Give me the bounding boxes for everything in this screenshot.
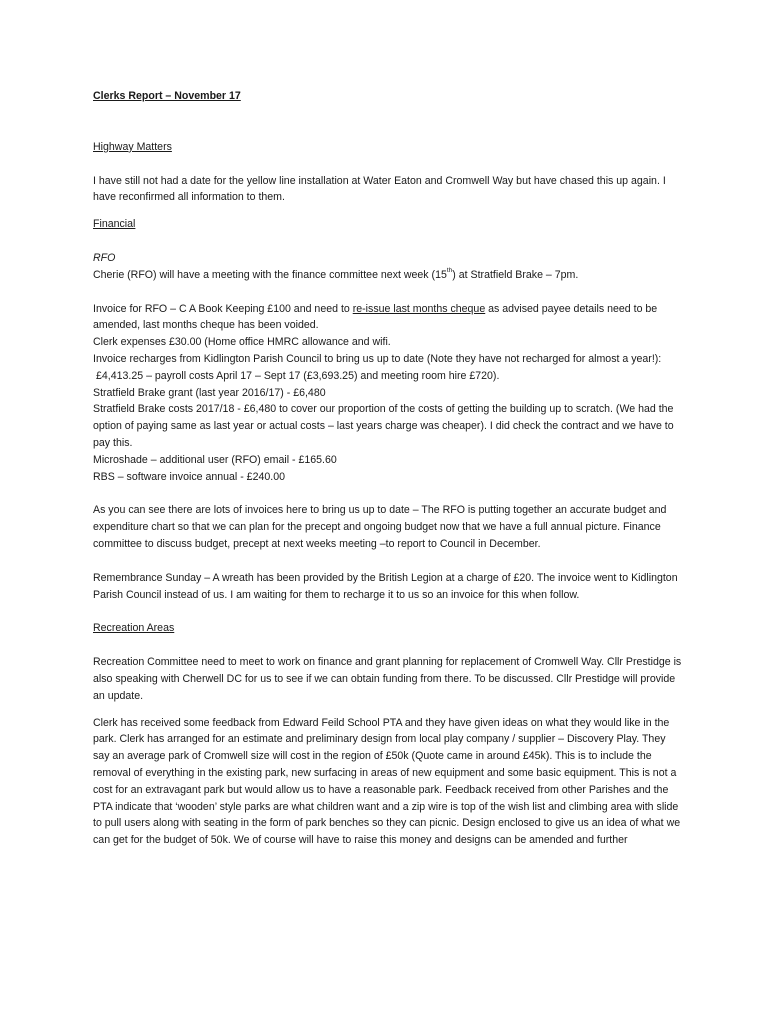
invoice-text-start: Invoice for RFO – C A Book Keeping £100 and need to — [93, 302, 353, 315]
section-heading-recreation: Recreation Areas — [93, 622, 175, 635]
finance-summary-paragraph: As you can see there are lots of invoices here to bring us up to date – The RFO is putting together an accurate budget and expenditure chart so that we can plan for the precept and ongoing budget now that we have a full annual picture. Finance committee to discuss budget, precept at next weeks meeting –to report to Council in December. — [93, 504, 667, 550]
meeting-text-start: Cherie (RFO) will have a meeting with the finance committee next week (15 — [93, 268, 447, 281]
highway-paragraph: I have still not had a date for the yellow line installation at Water Eaton and Cromwell Way but have chased this up again. I have reconfirmed all information to them. — [93, 174, 666, 204]
recharges-line: Invoice recharges from Kidlington Parish Council to bring us up to date (Note they have not recharged for almost a year!): — [93, 352, 662, 365]
rfo-meeting-line — [93, 267, 683, 284]
invoice-text-end: as advised payee details need to be amended, last months cheque has been voided. — [93, 302, 658, 332]
recreation-paragraph-1: Recreation Committee need to meet to work on finance and grant planning for replacement of Cromwell Way. Cllr Prestidge is also speaking with Cherwell DC for us to see if we can obtain funding from there. To be discussed. Cllr Prestidge will provide an update. — [93, 656, 682, 702]
section-heading-highway: Highway Matters — [93, 140, 172, 153]
rfo-invoice-line — [93, 301, 683, 335]
rbs-line: RBS – software invoice annual - £240.00 — [93, 470, 285, 483]
report-title: Clerks Report – November 17 — [93, 90, 241, 102]
microshade-line: Microshade – additional user (RFO) email - £165.60 — [93, 453, 337, 466]
rfo-subheading: RFO — [93, 251, 116, 264]
remembrance-paragraph: Remembrance Sunday – A wreath has been provided by the British Legion at a charge of £20. The invoice went to Kidlington Parish Council instead of us. I am waiting for them to recharge it to us so an invoice for this when follow. — [93, 571, 678, 601]
recreation-paragraph-2: Clerk has received some feedback from Edward Feild School PTA and they have given ideas on what they would like in the park. Clerk has arranged for an estimate and preliminary design from local play company / supplier – Discovery Play. They say an average park of Cromwell size will cost in the region of £50k (Quote came in around £45k). This is to include the removal of everything in the existing park, new surfacing in areas of new equipment and some basic equipment. This is not a cost for an extravagant park but would allow us to have a reasonable park. Feedback received from other Parishes and the PTA indicate that ‘wooden’ style parks are what children want and a zip wire is top of the wish list and climbing area with slide to pull users along with seating in the form of park benches so they can picnic. Design enclosed to give us an idea of what we can get for the budget of 50k. We of course will have to raise this money and designs can be amended and further — [93, 716, 681, 847]
meeting-date-suffix: th — [446, 267, 453, 275]
payroll-line: £4,413.25 – payroll costs April 17 – Sept 17 (£3,693.25) and meeting room hire £720). — [96, 369, 500, 382]
reissue-cheque-text: re-issue last months cheque — [352, 302, 486, 315]
report-page — [93, 88, 683, 849]
grant-line: Stratfield Brake grant (last year 2016/17) - £6,480 — [93, 386, 326, 399]
costs-line: Stratfield Brake costs 2017/18 - £6,480 to cover our proportion of the costs of getting the building up to scratch. (We had the option of paying same as last year or actual costs – last years charge was cheaper). I did check the contract and we have to pay this. — [93, 403, 674, 449]
meeting-text-end: ) at Stratfield Brake – 7pm. — [452, 268, 579, 281]
section-heading-financial: Financial — [93, 218, 136, 231]
clerk-expenses-line: Clerk expenses £30.00 (Home office HMRC allowance and wifi. — [93, 336, 391, 349]
